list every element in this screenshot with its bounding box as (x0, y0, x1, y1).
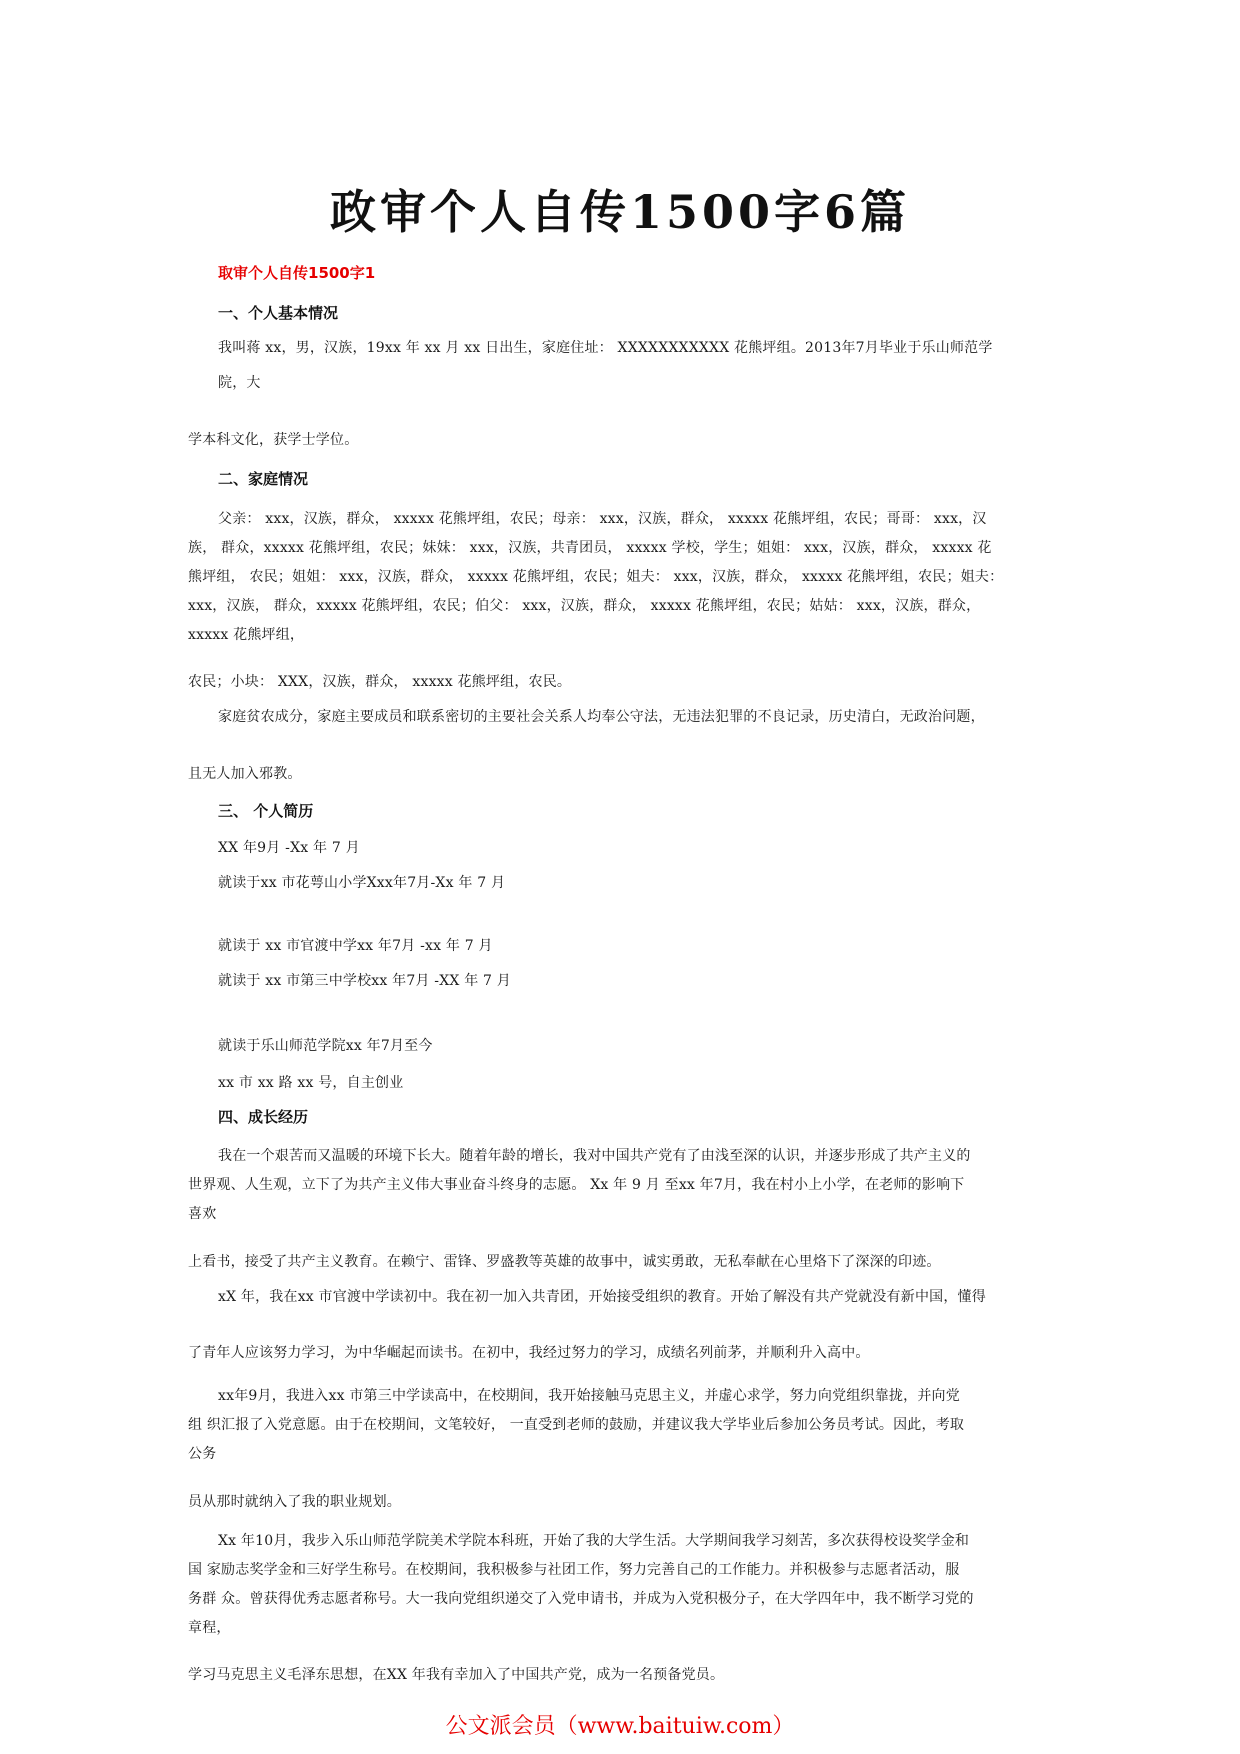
document-title: 政审个人自传1500字6篇 (329, 185, 911, 239)
paragraph-line: xx年9月，我进入xx 市第三中学读高中，在校期间，我开始接触马克思主义，并虚心求学，努力向党组织靠拢，并向党 (218, 1388, 960, 1404)
paragraph-line: 务群 众。曾获得优秀志愿者称号。大一我向党组织递交了入党申请书，并成为入党积极分子，在大学四年中，我不断学习党的 (188, 1591, 974, 1607)
section-heading-growth: 四、成长经历 (218, 1108, 309, 1126)
paragraph-line: Xx 年10月，我步入乐山师范学院美术学院本科班，开始了我的大学生活。大学期间我学习刻苦，多次获得校设奖学金和 (218, 1533, 970, 1549)
paragraph-line: xxx，汉族， 群众，xxxxx 花熊坪组，农民；伯父： xxx，汉族，群众， xxxxx 花熊坪组，农民；姑姑： xxx，汉族，群众， (188, 598, 981, 614)
resume-line: 就读于 xx 市第三中学校xx 年7月 -XX 年 7 月 (218, 973, 512, 989)
paragraph-line: xX 年，我在xx 市官渡中学读初中。我在初一加入共青团，开始接受组织的教育。开始了解没有共产党就没有新中国，懂得 (218, 1289, 986, 1305)
article-subtitle: 取审个人自传1500字1 (218, 264, 376, 282)
paragraph-line: 员从那时就纳入了我的职业规划。 (188, 1494, 401, 1510)
resume-line: xx 市 xx 路 xx 号，自主创业 (218, 1075, 404, 1091)
footer-watermark-link[interactable]: 公文派会员（www.baituiw.com） (445, 1714, 795, 1739)
paragraph-line: 了青年人应该努力学习，为中华崛起而读书。在初中，我经过努力的学习，成绩名列前茅，并顺利升入高中。 (188, 1345, 870, 1361)
paragraph-line: 农民；小块： XXX，汉族，群众， xxxxx 花熊坪组，农民。 (188, 674, 572, 690)
section-heading-resume: 三、 个人简历 (218, 802, 314, 820)
paragraph-line: 且无人加入邪教。 (188, 766, 302, 782)
paragraph-line: 国 家励志奖学金和三好学生称号。在校期间，我积极参与社团工作，努力完善自己的工作能力。并积极参与志愿者活动，服 (188, 1562, 960, 1578)
resume-line: 就读于乐山师范学院xx 年7月至今 (218, 1038, 433, 1054)
paragraph-line: 公务 (188, 1446, 217, 1462)
resume-line: 就读于 xx 市官渡中学xx 年7月 -xx 年 7 月 (218, 938, 493, 954)
paragraph-line: 学本科文化，获学士学位。 (188, 432, 359, 448)
resume-line: XX 年9月 -Xx 年 7 月 (218, 840, 360, 856)
paragraph-line: 学习马克思主义毛泽东思想，在XX 年我有幸加入了中国共产党，成为一名预备党员。 (188, 1667, 725, 1683)
paragraph-line: 喜欢 (188, 1206, 217, 1222)
paragraph-line: 我在一个艰苦而又温暖的环境下长大。随着年龄的增长，我对中国共产党有了由浅至深的认识，并逐步形成了共产主义的 (218, 1148, 971, 1164)
section-heading-family: 二、家庭情况 (218, 470, 309, 488)
paragraph-line: xxxxx 花熊坪组， (188, 627, 305, 643)
paragraph-line: 熊坪组， 农民；姐姐： xxx，汉族，群众， xxxxx 花熊坪组，农民；姐夫： xxx，汉族，群众， xxxxx 花熊坪组，农民；姐夫： (188, 569, 1004, 585)
paragraph-line: 世界观、人生观，立下了为共产主义伟大事业奋斗终身的志愿。 Xx 年 9 月 至xx 年7月，我在村小上小学，在老师的影响下 (188, 1177, 965, 1193)
paragraph-line: 院，大 (218, 375, 261, 391)
section-heading-basic-info: 一、个人基本情况 (218, 304, 339, 322)
paragraph-line: 章程， (188, 1620, 231, 1636)
resume-line: 就读于xx 市花萼山小学Xxx年7月-Xx 年 7 月 (218, 875, 506, 891)
paragraph-line: 组 织汇报了入党意愿。由于在校期间，文笔较好， 一直受到老师的鼓励，并建议我大学毕业后参加公务员考试。因此，考取 (188, 1417, 965, 1433)
paragraph-line: 我叫蒋 xx，男，汉族，19xx 年 xx 月 xx 日出生，家庭住址： XXXXXXXXXXX 花熊坪组。2013年7月毕业于乐山师范学 (218, 340, 993, 356)
paragraph-line: 族， 群众，xxxxx 花熊坪组，农民；妹妹： xxx，汉族，共青团员， xxxxx 学校，学生；姐姐： xxx，汉族，群众， xxxxx 花 (188, 540, 992, 556)
paragraph-line: 上看书，接受了共产主义教育。在赖宁、雷锋、罗盛教等英雄的故事中，诚实勇敢，无私奉献在心里烙下了深深的印迹。 (188, 1254, 941, 1270)
paragraph-line: 父亲： xxx，汉族，群众， xxxxx 花熊坪组，农民；母亲： xxx，汉族，群众， xxxxx 花熊坪组，农民；哥哥： xxx，汉 (218, 511, 987, 527)
paragraph-line: 家庭贫农成分，家庭主要成员和联系密切的主要社会关系人均奉公守法，无违法犯罪的不良记录，历史清白，无政治问题， (218, 709, 985, 725)
